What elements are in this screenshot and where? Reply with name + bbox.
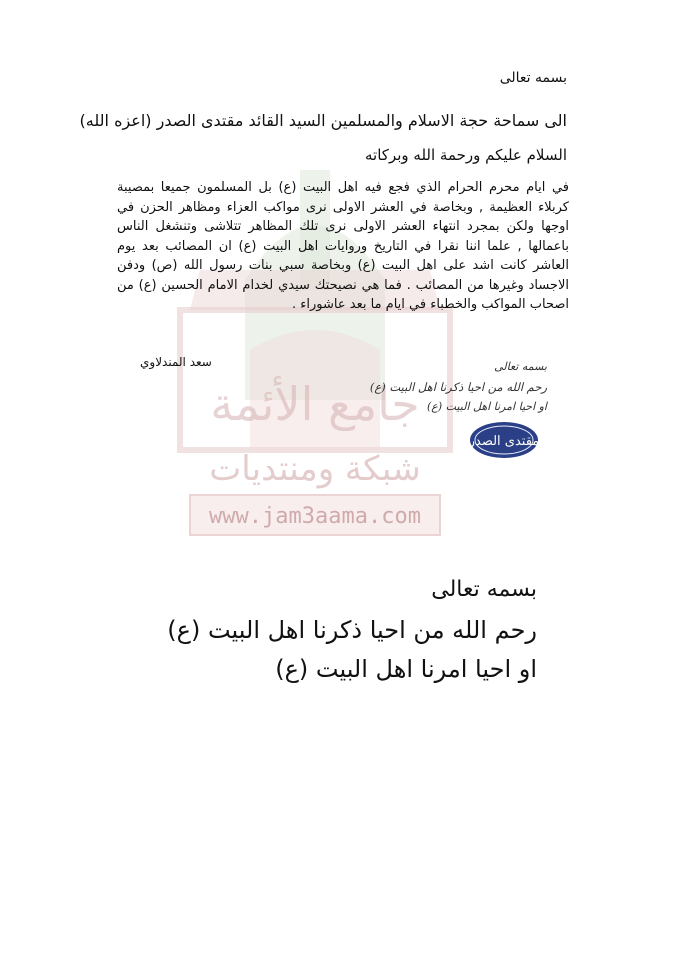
question-body: في ايام محرم الحرام الذي فجع فيه اهل البيت (ع) بل المسلمون جميعا بمصيبة كربلاء العظيمة , وبخاصة في العشر الاولى نرى مواكب العزاء ومظاهر الحزن في اوجها ولكن بمجرد انتهاء العشر الاولى نرى تلك المظاهر تتلاشى وتنشغل الناس باعمالها , علما اننا نقرا في التاريخ وروايات اهل البيت (ع) ان المصائب بعد يوم العاشر كانت اشد على اهل البيت (ع) وبخاصة سبي بنات رسول الله (ص) ودفن الاجساد وغيرها من المصائب . فما هي نصيحتك سيدي لخدام الامام الحسين (ع) من اصحاب المواكب والخطباء في ايام ما بعد عاشوراء . [117, 180, 569, 312]
svg-text:www.jam3aama.com: www.jam3aama.com [209, 504, 421, 529]
handwritten-reply-line-1: بسمه تعالى [494, 360, 547, 373]
handwritten-reply-line-2: رحم الله من احيا ذكرنا اهل البيت (ع) [369, 380, 547, 394]
basmala: بسمه تعالى [499, 70, 567, 86]
typed-reply-line-2: رحم الله من احيا ذكرنا اهل البيت (ع) [167, 616, 537, 644]
svg-text:مقتدى الصدر: مقتدى الصدر [468, 434, 540, 449]
svg-text:شبكة ومنتديات: شبكة ومنتديات [209, 449, 421, 489]
typed-reply-line-1: بسمه تعالى [431, 577, 537, 602]
seal-stamp [468, 420, 540, 460]
svg-text:جامع الأئمة: جامع الأئمة [210, 377, 420, 431]
addressee-line: الى سماحة حجة الاسلام والمسلمين السيد القائد مقتدى الصدر (اعزه الله) [79, 111, 567, 130]
typed-reply-line-3: او احيا امرنا اهل البيت (ع) [275, 655, 537, 683]
sender-name: سعد المندلاوي [140, 355, 212, 369]
greeting-line: السلام عليكم ورحمة الله وبركاته [365, 146, 567, 164]
handwritten-reply-line-3: او احيا امرنا اهل البيت (ع) [427, 400, 547, 413]
